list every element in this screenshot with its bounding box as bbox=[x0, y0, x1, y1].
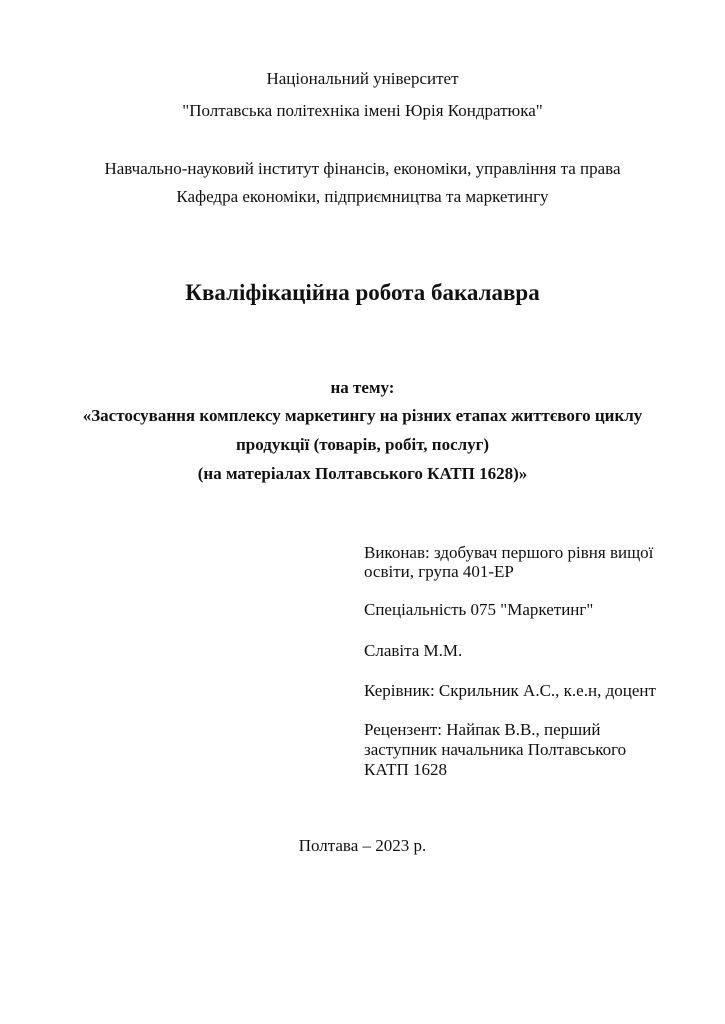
university-name: Національний університет bbox=[266, 69, 459, 88]
author-name: Славіта М.М. bbox=[364, 641, 463, 660]
city-year: Полтава – 2023 р. bbox=[298, 836, 427, 855]
reviewer-line-1: Рецензент: Найпак В.В., перший bbox=[364, 720, 601, 739]
university-full-name: "Полтавська політехніка імені Юрія Кондратюка" bbox=[182, 101, 543, 120]
reviewer-line-2: заступник начальника Полтавського bbox=[364, 740, 627, 759]
topic-line-3: (на матеріалах Полтавського КАТП 1628)» bbox=[197, 464, 528, 483]
institute-name: Навчально-науковий інститут фінансів, економіки, управління та права bbox=[104, 159, 621, 178]
topic-line-2: продукції (товарів, робіт, послуг) bbox=[235, 435, 490, 454]
document-title: Кваліфікаційна робота бакалавра bbox=[185, 280, 540, 305]
specialty: Спеціальність 075 "Маркетинг" bbox=[364, 600, 594, 619]
performed-by-line-2: освіти, група 401-ЕР bbox=[364, 562, 514, 581]
supervisor: Керівник: Скрильник А.С., к.е.н, доцент bbox=[364, 681, 656, 700]
topic-label: на тему: bbox=[330, 378, 395, 397]
topic-line-1: «Застосування комплексу маркетингу на різних етапах життєвого циклу bbox=[82, 406, 643, 425]
reviewer-line-3: КАТП 1628 bbox=[364, 760, 448, 779]
department-name: Кафедра економіки, підприємництва та маркетингу bbox=[176, 187, 549, 206]
performed-by-line-1: Виконав: здобувач першого рівня вищої bbox=[364, 543, 654, 562]
